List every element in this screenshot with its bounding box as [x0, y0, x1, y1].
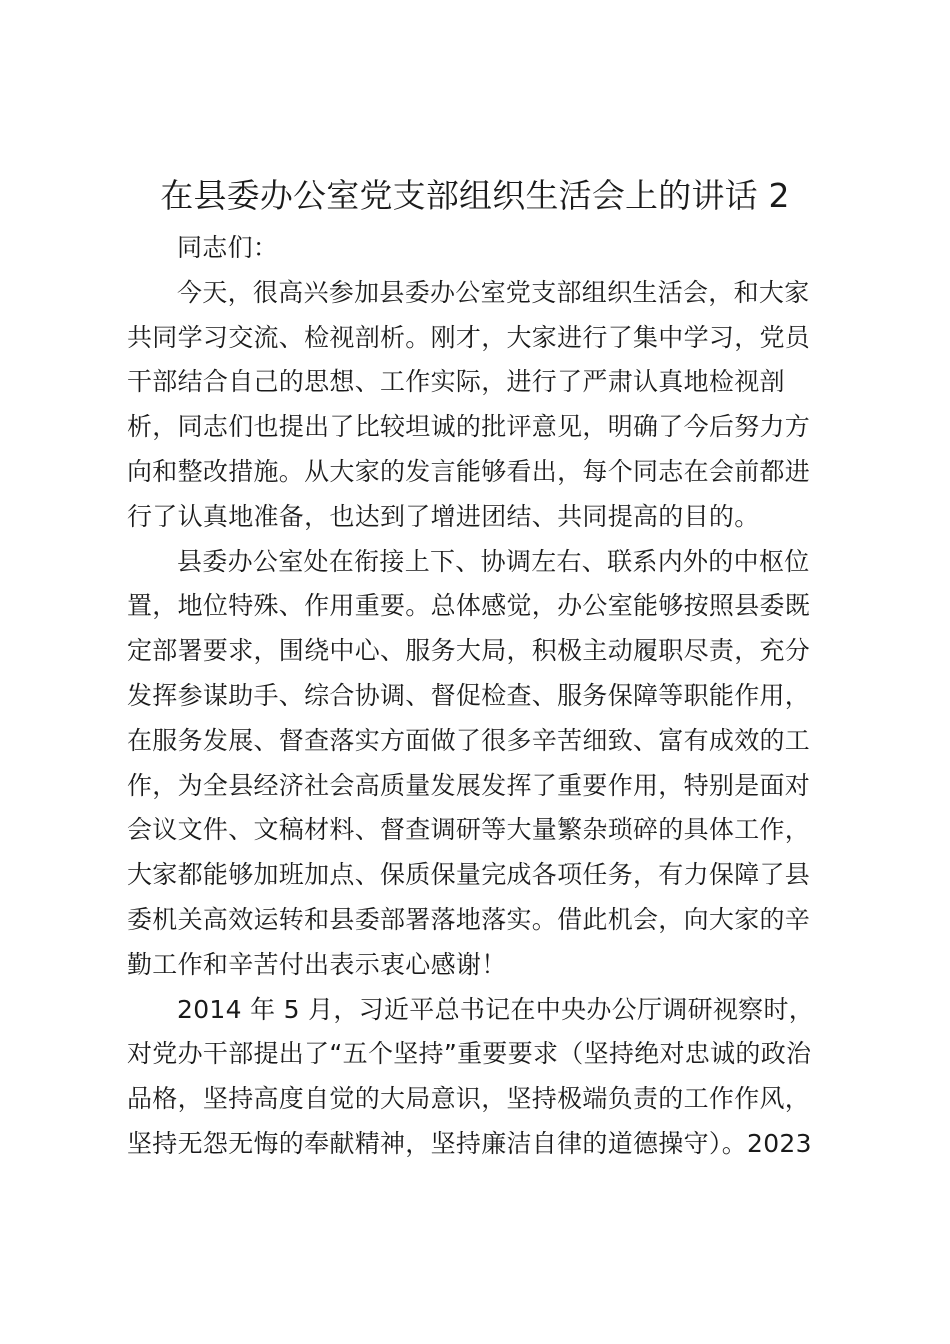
- paragraph-line: 委机关高效运转和县委部署落地落实。借此机会，向大家的辛: [127, 904, 811, 934]
- paragraph-line: 县委办公室处在衔接上下、协调左右、联系内外的中枢位: [177, 546, 810, 576]
- paragraph-line: 行了认真地准备，也达到了增进团结、共同提高的目的。: [127, 501, 760, 531]
- paragraph-line: 大家都能够加班加点、保质保量完成各项任务，有力保障了县: [127, 860, 811, 890]
- paragraph-line: 发挥参谋助手、综合协调、督促检查、服务保障等职能作用，: [127, 680, 811, 710]
- document-body: [127, 226, 837, 1167]
- paragraph-line: 坚持无怨无悔的奉献精神，坚持廉洁自律的道德操守）。2023: [127, 1128, 812, 1158]
- paragraph-line: 今天，很高兴参加县委办公室党支部组织生活会，和大家: [177, 277, 810, 307]
- paragraph-line: 置，地位特殊、作用重要。总体感觉，办公室能够按照县委既: [127, 591, 811, 621]
- paragraph-line: 对党办干部提出了“五个坚持”重要要求（坚持绝对忠诚的政治: [127, 1039, 812, 1069]
- paragraph-line: 共同学习交流、检视剖析。刚才，大家进行了集中学习，党员: [127, 322, 811, 352]
- paragraph-line: 2014 年 5 月，习近平总书记在中央办公厅调研视察时，: [177, 994, 815, 1024]
- paragraph-line: 析，同志们也提出了比较坦诚的批评意见，明确了今后努力方: [127, 412, 811, 442]
- document-title: 在县委办公室党支部组织生活会上的讲话 2: [160, 176, 790, 215]
- salutation-line: 同志们：: [177, 233, 279, 262]
- paragraph-line: 勤工作和辛苦付出表示衷心感谢！: [127, 949, 507, 979]
- paragraph-line: 会议文件、文稿材料、督查调研等大量繁杂琐碎的具体工作，: [127, 815, 811, 845]
- paragraph-line: 向和整改措施。从大家的发言能够看出，每个同志在会前都进: [127, 456, 811, 486]
- paragraph-line: 作，为全县经济社会高质量发展发挥了重要作用，特别是面对: [127, 770, 811, 800]
- paragraph-line: 在服务发展、督查落实方面做了很多辛苦细致、富有成效的工: [127, 725, 811, 755]
- paragraph-line: 定部署要求，围绕中心、服务大局，积极主动履职尽责，充分: [127, 636, 811, 666]
- paragraph-line: 品格，坚持高度自觉的大局意识，坚持极端负责的工作作风，: [127, 1084, 811, 1114]
- paragraph-line: 干部结合自己的思想、工作实际，进行了严肃认真地检视剖: [127, 367, 785, 397]
